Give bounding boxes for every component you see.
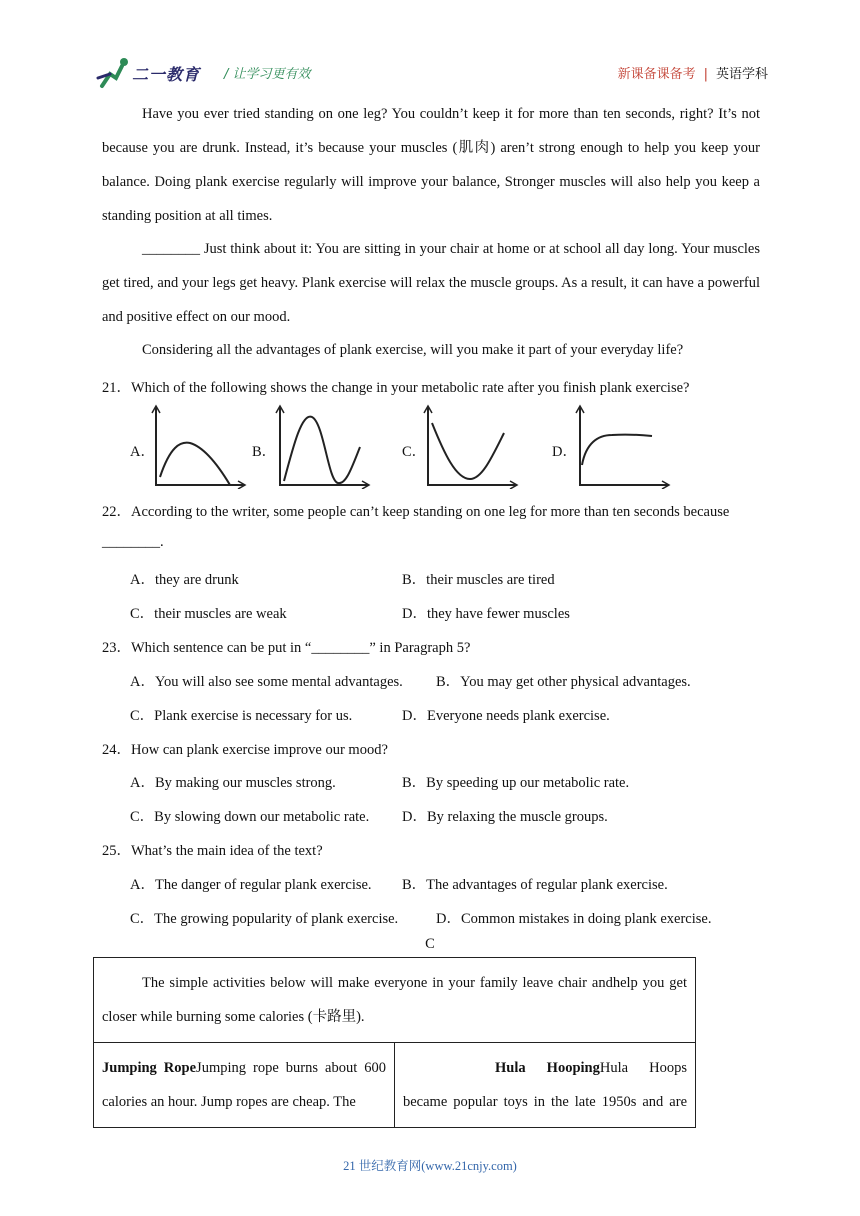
hula-hooping-title: Hula Hooping	[495, 1060, 600, 1076]
table-intro: The simple activities below will make everyone in your family leave chair andhelp you get closer while burning some calories (卡路里).	[94, 958, 696, 1043]
table-cell-hula-hooping	[395, 1043, 696, 1128]
q25-option-b: B．The advantages of regular plank exercise.	[402, 877, 668, 893]
q21-option-d: D．	[552, 444, 577, 460]
graph-c-icon	[420, 403, 520, 489]
q21-option-b: B．	[252, 444, 277, 460]
activities-table	[93, 957, 696, 1128]
header-subject: 英语学科	[715, 67, 768, 82]
question-22-blank: ________.	[102, 534, 164, 550]
q24-option-b: B．By speeding up our metabolic rate.	[402, 775, 630, 791]
header-right	[618, 63, 768, 82]
q24-option-d: D．By relaxing the muscle groups.	[402, 809, 608, 825]
question-25-stem: 25．What’s the main idea of the text?	[102, 843, 323, 859]
q25-option-d: D．Common mistakes in doing plank exercise.	[436, 911, 712, 927]
graph-d-icon	[572, 403, 672, 489]
question-21-stem: 21．Which of the following shows the change in your metabolic rate after you finish plank exercise?	[102, 380, 690, 396]
runner-logo-icon	[96, 56, 136, 92]
q24-option-a: A．By making our muscles strong.	[130, 775, 336, 791]
q22-option-d: D．they have fewer muscles	[402, 606, 570, 622]
paragraph-2: ________ Just think about it: You are sitting in your chair at home or at school all day long. Your muscles get tired, and your legs get heavy. Plank exercise will relax the muscle groups. As a result, it can have a powerful and positive effect on our mood.	[102, 241, 760, 325]
logo-text: 二一教育	[132, 65, 201, 84]
header-tag: 新课备课备考	[617, 67, 696, 82]
q23-option-d: D．Everyone needs plank exercise.	[402, 708, 610, 724]
jumping-rope-title: Jumping Rope	[102, 1060, 197, 1076]
q22-option-b: B．their muscles are tired	[402, 572, 555, 588]
page-footer: 21 世纪教育网(www.21cnjy.com)	[343, 1159, 517, 1173]
q21-option-a: A．	[130, 444, 155, 460]
logo	[96, 56, 214, 92]
page-header	[96, 56, 768, 92]
q23-option-b: B．You may get other physical advantages.	[436, 674, 691, 690]
q22-option-c: C．their muscles are weak	[130, 606, 287, 622]
table-cell-jumping-rope	[94, 1043, 395, 1128]
question-24-stem: 24．How can plank exercise improve our mood?	[102, 742, 388, 758]
section-label: C	[425, 936, 435, 952]
paragraph-1: Have you ever tried standing on one leg? You couldn’t keep it for more than ten seconds, right? It’s not because you are drunk. Instead, it’s because your muscles (肌肉) aren’t strong enough to help you keep your balance. Doing plank exercise regularly will improve your balance, Stronger muscles will also help you keep a standing position at all times.	[102, 106, 760, 224]
hula-hooping-text: Hula Hoops became popular toys in the late 1950s and are	[403, 1060, 687, 1110]
paragraph-3: Considering all the advantages of plank exercise, will you make it part of your everyday life?	[142, 342, 684, 358]
q23-option-c: C．Plank exercise is necessary for us.	[130, 708, 353, 724]
q25-option-c: C．The growing popularity of plank exercise.	[130, 911, 399, 927]
question-22-stem: 22．According to the writer, some people can’t keep standing on one leg for more than ten seconds because	[102, 504, 730, 520]
graph-b-icon	[272, 403, 372, 489]
header-separator: |	[703, 67, 708, 82]
question-23-stem: 23．Which sentence can be put in “________” in Paragraph 5?	[102, 640, 471, 656]
q24-option-c: C．By slowing down our metabolic rate.	[130, 809, 370, 825]
graph-a-icon	[148, 403, 248, 489]
q21-option-c: C．	[402, 444, 427, 460]
q22-option-a: A．they are drunk	[130, 572, 239, 588]
jumping-rope-text: Jumping rope burns about 600 calories an hour. Jump ropes are cheap. The	[102, 1060, 386, 1110]
slogan: / 让学习更有效	[224, 67, 311, 82]
q25-option-a: A．The danger of regular plank exercise.	[130, 877, 372, 893]
q23-option-a: A．You will also see some mental advantages.	[130, 674, 403, 690]
